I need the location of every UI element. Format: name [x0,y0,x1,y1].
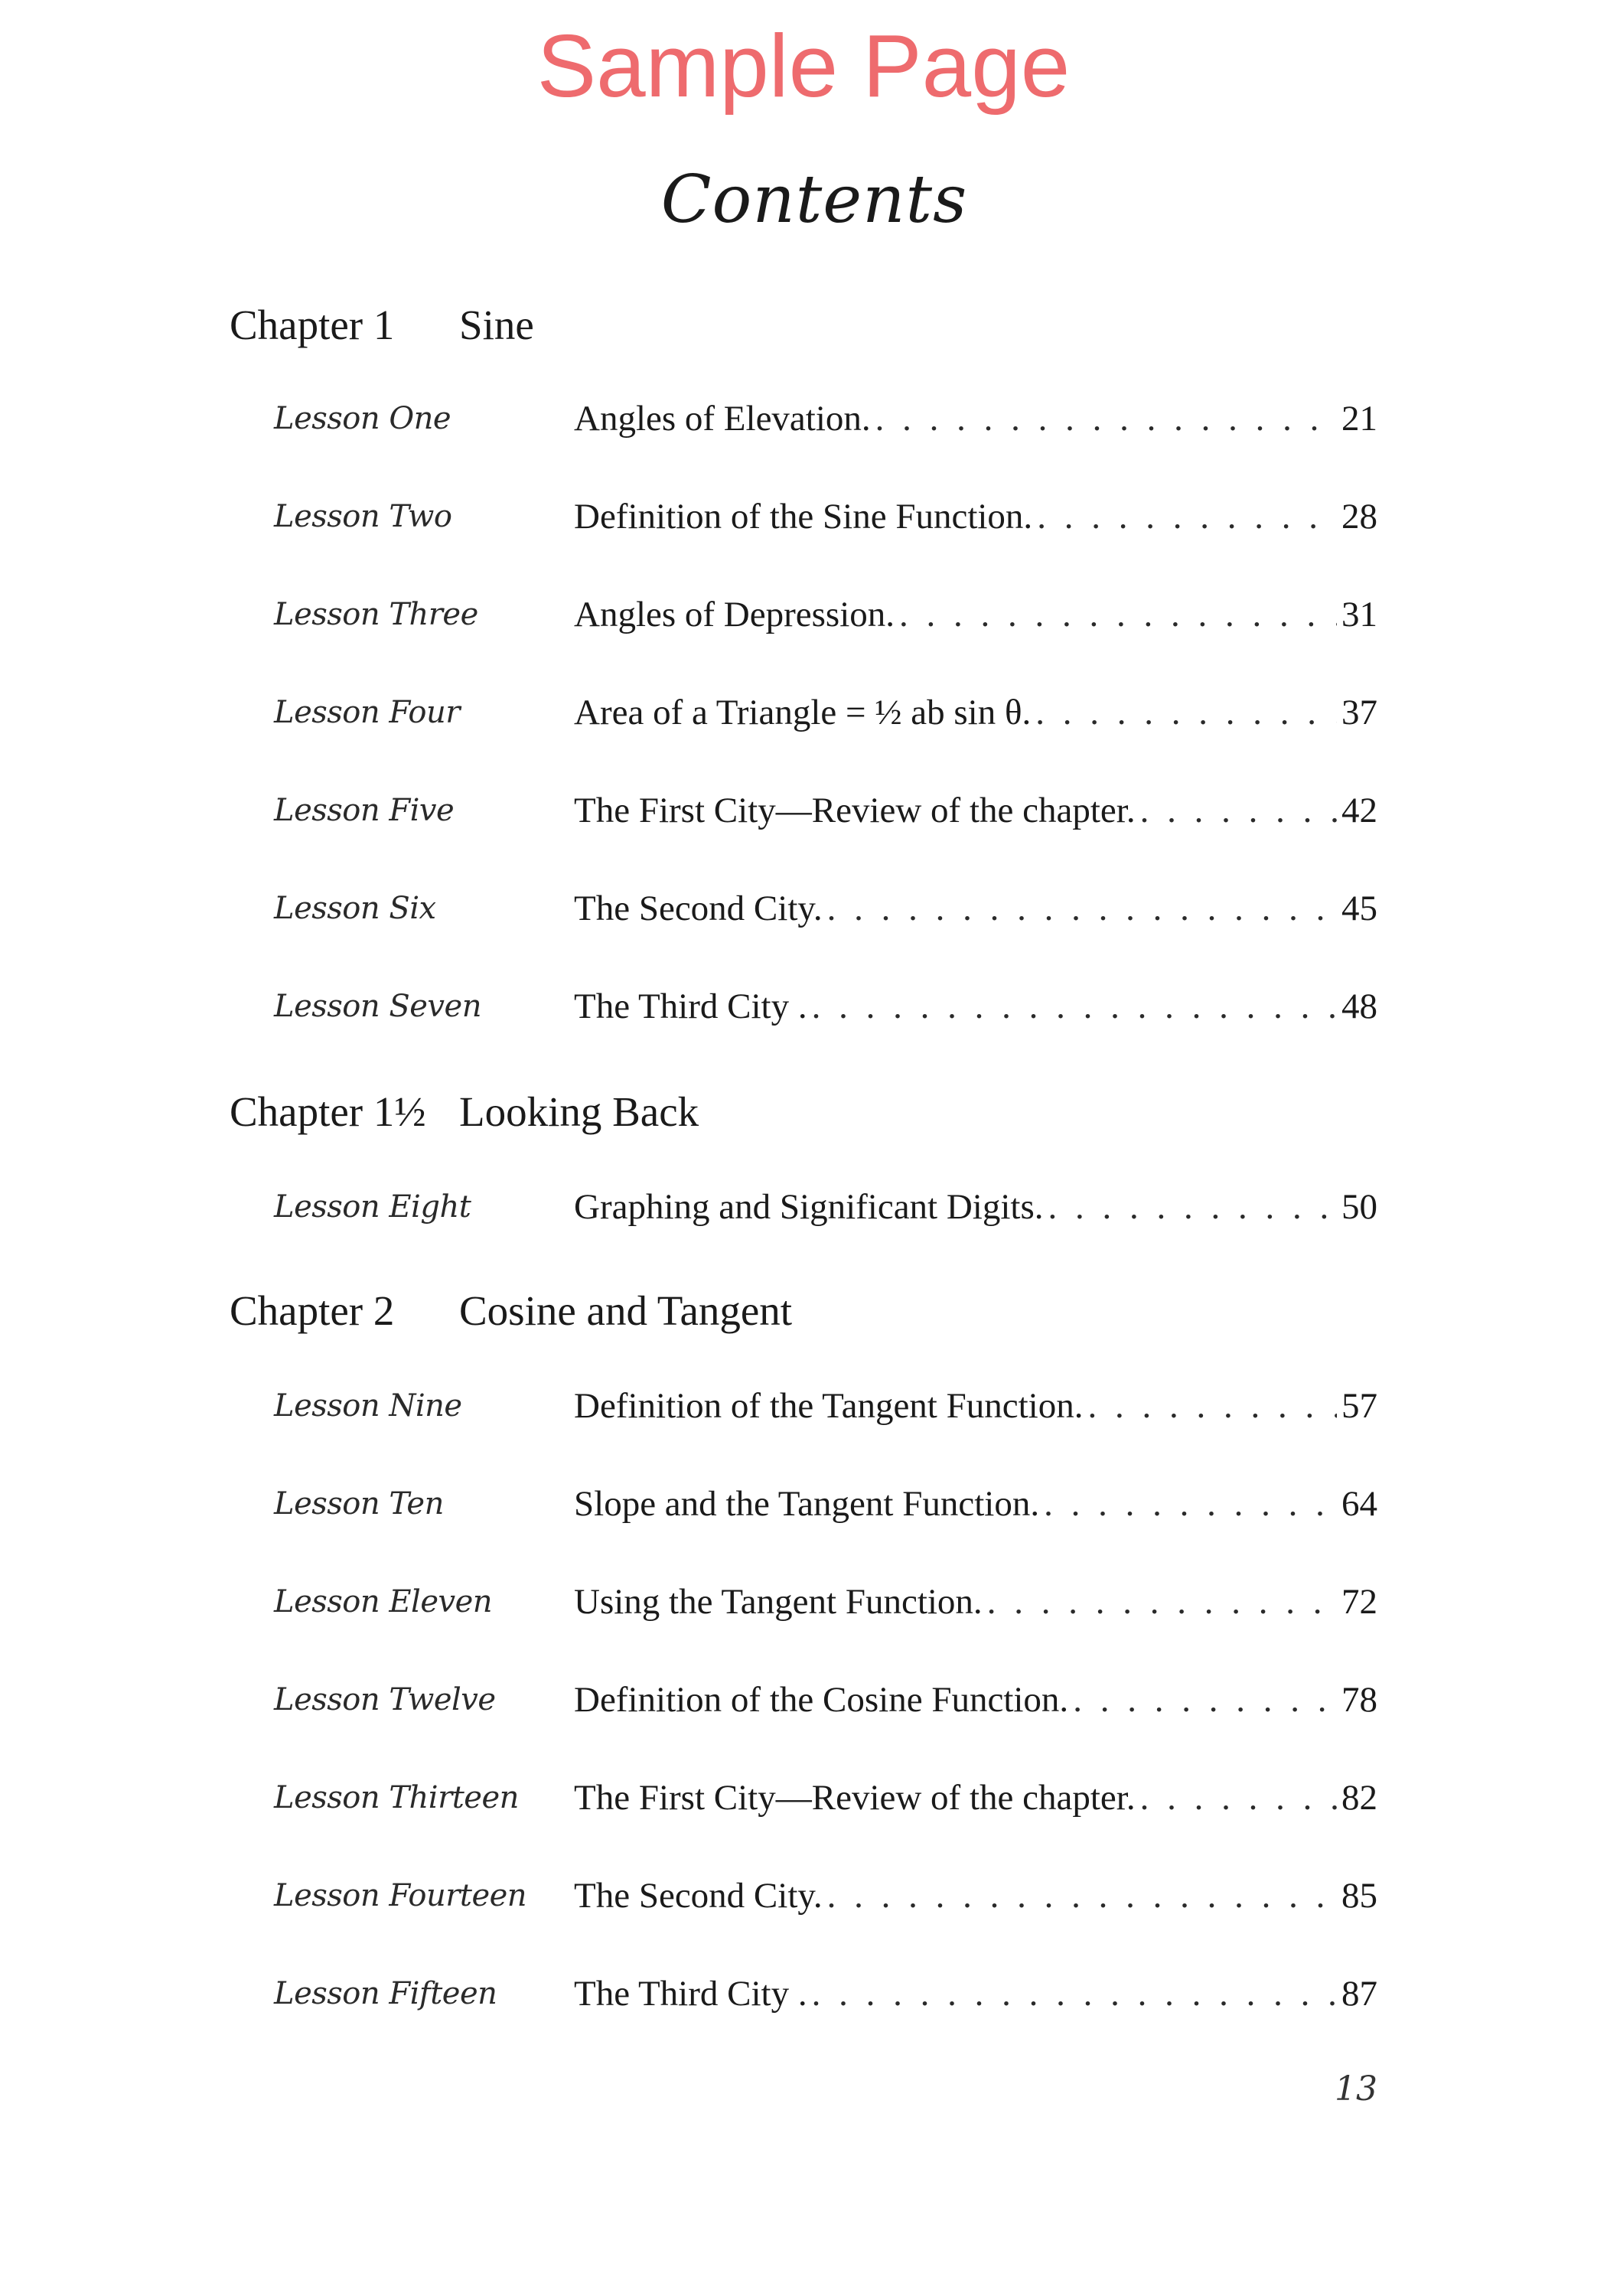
toc-entry [0,1381,1607,1430]
toc-entry [0,1577,1607,1626]
lesson-entry [574,1675,1377,1724]
lesson-title: The First City—Review of the chapter. [574,791,1136,830]
lesson-entry [574,394,1377,443]
lesson-entry [574,1381,1377,1430]
lesson-title: The First City—Review of the chapter. [574,1778,1136,1818]
dot-leader [987,1577,1337,1626]
lesson-label: Lesson Five [274,793,455,828]
dot-leader [899,590,1337,639]
lesson-title: Angles of Depression. [574,595,895,634]
dot-leader [1048,1182,1337,1231]
lesson-label: Lesson Ten [274,1486,444,1521]
lesson-entry [574,786,1377,835]
lesson-title: Using the Tangent Function. [574,1582,983,1622]
lesson-title: Slope and the Tangent Function. [574,1484,1040,1524]
lesson-label: Lesson Eight [274,1189,471,1225]
lesson-title: The Third City . [574,987,807,1026]
toc-entry [0,982,1607,1031]
lesson-title: Definition of the Tangent Function. [574,1386,1084,1426]
lesson-entry [574,1773,1377,1822]
lesson-label: Lesson Seven [274,989,481,1024]
sample-page-watermark: Sample Page [536,16,1071,116]
lesson-title: Definition of the Sine Function. [574,497,1033,536]
chapter-number: Chapter 1 [230,302,395,348]
dot-leader [812,1969,1337,2018]
chapter-number: Chapter 1½ [230,1088,426,1135]
lesson-page-number: 87 [1341,1974,1377,2014]
chapter-title: Cosine and Tangent [459,1287,793,1334]
dot-leader [1035,688,1337,737]
lesson-label: Lesson Thirteen [274,1780,519,1815]
contents-heading: Contents [660,161,968,238]
lesson-label: Lesson One [274,401,451,436]
lesson-label: Lesson Two [274,499,452,534]
lesson-title: Angles of Elevation. [574,399,871,439]
dot-leader [827,1871,1337,1920]
lesson-label: Lesson Fifteen [274,1976,497,2011]
dot-leader [1037,492,1337,541]
lesson-label: Lesson Nine [274,1388,462,1424]
lesson-entry [574,1479,1377,1528]
lesson-title: Definition of the Cosine Function. [574,1680,1069,1720]
toc-entry [0,688,1607,737]
lesson-title: The Third City . [574,1974,807,2014]
lesson-entry [574,590,1377,639]
lesson-page-number: 72 [1341,1582,1377,1622]
toc-entry [0,394,1607,443]
lesson-page-number: 64 [1341,1484,1377,1524]
chapter-number: Chapter 2 [230,1287,395,1334]
toc-entry [0,1479,1607,1528]
dot-leader [1140,786,1337,835]
lesson-entry [574,1871,1377,1920]
toc-entry [0,1182,1607,1231]
lesson-page-number: 28 [1341,497,1377,536]
lesson-entry [574,982,1377,1031]
lesson-label: Lesson Six [274,891,436,926]
lesson-title: The Second City. [574,889,823,928]
toc-entry [0,786,1607,835]
lesson-entry [574,1577,1377,1626]
lesson-entry [574,884,1377,933]
lesson-page-number: 57 [1341,1386,1377,1426]
lesson-title: Area of a Triangle = ½ ab sin θ. [574,693,1032,732]
lesson-entry [574,1969,1377,2018]
lesson-entry [574,492,1377,541]
toc-entry [0,884,1607,933]
chapter-title: Looking Back [459,1088,699,1135]
dot-leader [812,982,1337,1031]
toc-entry [0,1773,1607,1822]
lesson-entry [574,688,1377,737]
lesson-page-number: 78 [1341,1680,1377,1720]
dot-leader [827,884,1337,933]
lesson-title: The Second City. [574,1876,823,1916]
toc-entry [0,1969,1607,2018]
toc-entry [0,1871,1607,1920]
lesson-label: Lesson Four [274,695,460,730]
lesson-page-number: 21 [1341,399,1377,439]
dot-leader [1087,1381,1337,1430]
lesson-page-number: 48 [1341,987,1377,1026]
lesson-page-number: 50 [1341,1187,1377,1227]
lesson-title: Graphing and Significant Digits. [574,1187,1044,1227]
chapter-title: Sine [459,302,534,348]
lesson-page-number: 85 [1341,1876,1377,1916]
dot-leader [1140,1773,1337,1822]
dot-leader [875,394,1337,443]
toc-entry [0,492,1607,541]
lesson-label: Lesson Twelve [274,1682,496,1717]
lesson-label: Lesson Fourteen [274,1878,527,1913]
lesson-label: Lesson Eleven [274,1584,493,1619]
lesson-page-number: 82 [1341,1778,1377,1818]
lesson-page-number: 45 [1341,889,1377,928]
lesson-page-number: 42 [1341,791,1377,830]
toc-entry [0,590,1607,639]
lesson-entry [574,1182,1377,1231]
lesson-page-number: 31 [1341,595,1377,634]
dot-leader [1073,1675,1337,1724]
lesson-page-number: 37 [1341,693,1377,732]
page-number: 13 [1335,2069,1377,2108]
toc-entry [0,1675,1607,1724]
lesson-label: Lesson Three [274,597,478,632]
dot-leader [1044,1479,1337,1528]
